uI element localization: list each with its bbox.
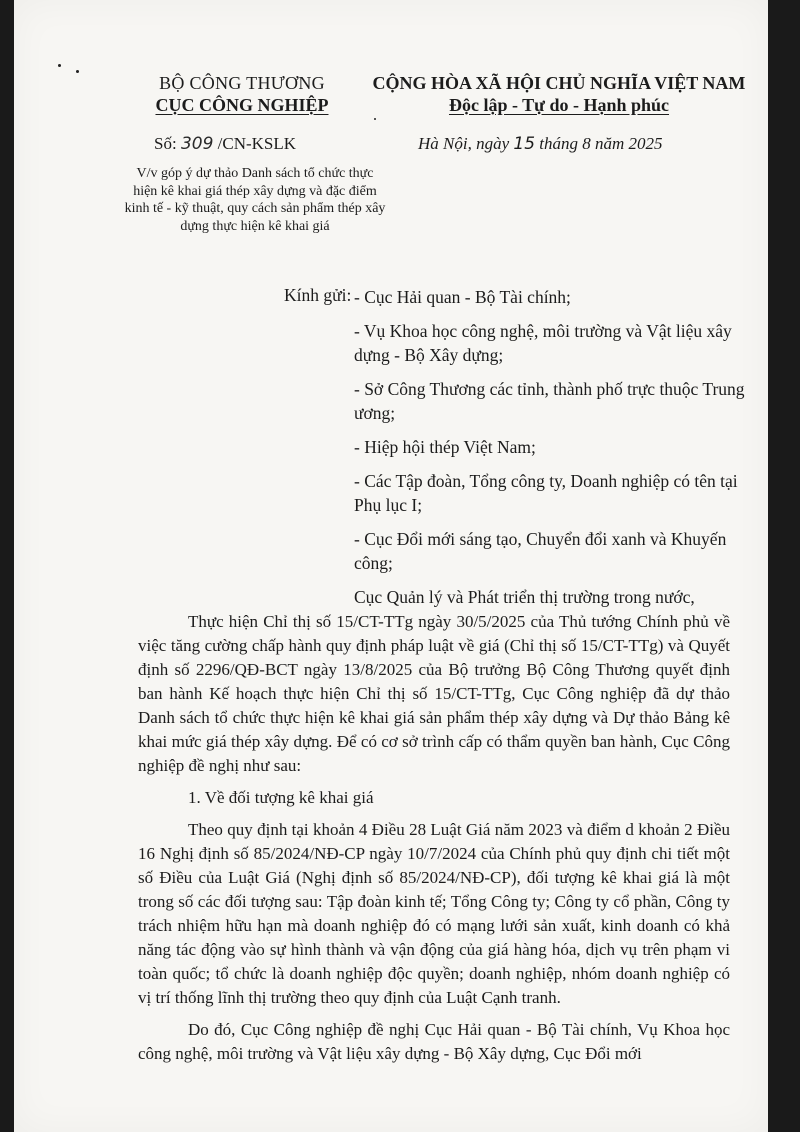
- body-paragraph: Do đó, Cục Công nghiệp đề nghị Cục Hải quan - Bộ Tài chính, Vụ Khoa học công nghệ, môi trường và Vật liệu xây dựng - Bộ Xây dựng, Cục Đổi mới: [138, 1020, 730, 1063]
- recipient-item: Cục Quản lý và Phát triển thị trường trong nước,: [354, 587, 695, 607]
- body-paragraph: Thực hiện Chỉ thị số 15/CT-TTg ngày 30/5/2025 của Thủ tướng Chính phủ về việc tăng cường chấp hành quy định pháp luật về giá (Chỉ thị số 15/CT-TTg) và Quyết định số 2296/QĐ-BCT ngày 13/8/2025 của Bộ trưởng Bộ Công Thương quyết định ban hành Kế hoạch thực hiện Chỉ thị số 15/CT-TTg, Cục Công nghiệp đã dự thảo Danh sách tổ chức thực hiện kê khai giá sản phẩm thép xây dựng và Dự thảo Bảng kê khai mức giá thép xây dựng. Để có cơ sở trình cấp có thẩm quyền ban hành, Cục Công nghiệp đề nghị như sau:: [138, 612, 730, 775]
- country-name: CỘNG HÒA XÃ HỘI CHỦ NGHĨA VIỆT NAM: [372, 73, 746, 93]
- recipient-item: - Cục Hải quan - Bộ Tài chính;: [354, 287, 571, 307]
- letter-body: [138, 610, 730, 1074]
- recipient-item: - Cục Đổi mới sáng tạo, Chuyển đổi xanh và Khuyến công;: [354, 529, 727, 573]
- issuer-block: [142, 72, 342, 116]
- ministry-name: BỘ CÔNG THƯƠNG: [159, 73, 325, 93]
- scan-speck: [374, 118, 376, 120]
- addressee-label: Kính gửi:: [284, 285, 352, 305]
- date-line: [418, 134, 663, 154]
- subject-line: V/v góp ý dự thảo Danh sách tổ chức thực hiện kê khai giá thép xây dựng và đặc điểm kinh tế - kỹ thuật, quy cách sản phẩm thép xây dựng thực hiện kê khai giá: [124, 166, 386, 234]
- number-prefix: Số:: [154, 134, 177, 153]
- national-motto: Độc lập - Tự do - Hạnh phúc: [448, 95, 670, 115]
- recipient-list: [354, 285, 754, 619]
- document-page: [14, 0, 768, 1132]
- body-paragraph: Theo quy định tại khoản 4 Điều 28 Luật Giá năm 2023 và điểm d khoản 2 Điều 16 Nghị định số 85/2024/NĐ-CP ngày 10/7/2024 của Chính phủ quy định chi tiết một số Điều của Luật Giá (Nghị định số 85/2024/NĐ-CP), đối tượng kê khai giá là một trong số các đối tượng sau: Tập đoàn kinh tế; Tổng Công ty; Công ty cổ phần, Công ty trách nhiệm hữu hạn mà doanh nghiệp đó có mạng lưới sản xuất, kinh doanh có khả năng tác động vào sự hình thành và vận động của giá hàng hóa, dịch vụ trên phạm vi toàn quốc; tổ chức là doanh nghiệp độc quyền; doanh nghiệp, nhóm doanh nghiệp có vị trí thống lĩnh thị trường theo quy định của Luật Cạnh tranh.: [138, 820, 730, 1007]
- scan-speck: [58, 64, 61, 67]
- date-suffix: tháng 8 năm 2025: [539, 134, 663, 153]
- section-heading: 1. Về đối tượng kê khai giá: [188, 788, 374, 807]
- date-prefix: Hà Nội, ngày: [418, 134, 510, 153]
- recipient-item: - Các Tập đoàn, Tổng công ty, Doanh nghiệp có tên tại Phụ lục I;: [354, 471, 738, 515]
- recipient-item: - Hiệp hội thép Việt Nam;: [354, 437, 536, 457]
- scan-speck: [76, 70, 79, 73]
- recipient-item: - Vụ Khoa học công nghệ, môi trường và Vật liệu xây dựng - Bộ Xây dựng;: [354, 321, 732, 365]
- handwritten-number: 309: [180, 134, 214, 154]
- department-name: CỤC CÔNG NGHIỆP: [155, 95, 329, 115]
- handwritten-day: 15: [513, 134, 536, 154]
- national-header: [364, 72, 754, 116]
- recipient-item: - Sở Công Thương các tỉnh, thành phố trực thuộc Trung ương;: [354, 379, 745, 423]
- document-number: [154, 134, 296, 154]
- number-suffix: /CN-KSLK: [217, 134, 297, 153]
